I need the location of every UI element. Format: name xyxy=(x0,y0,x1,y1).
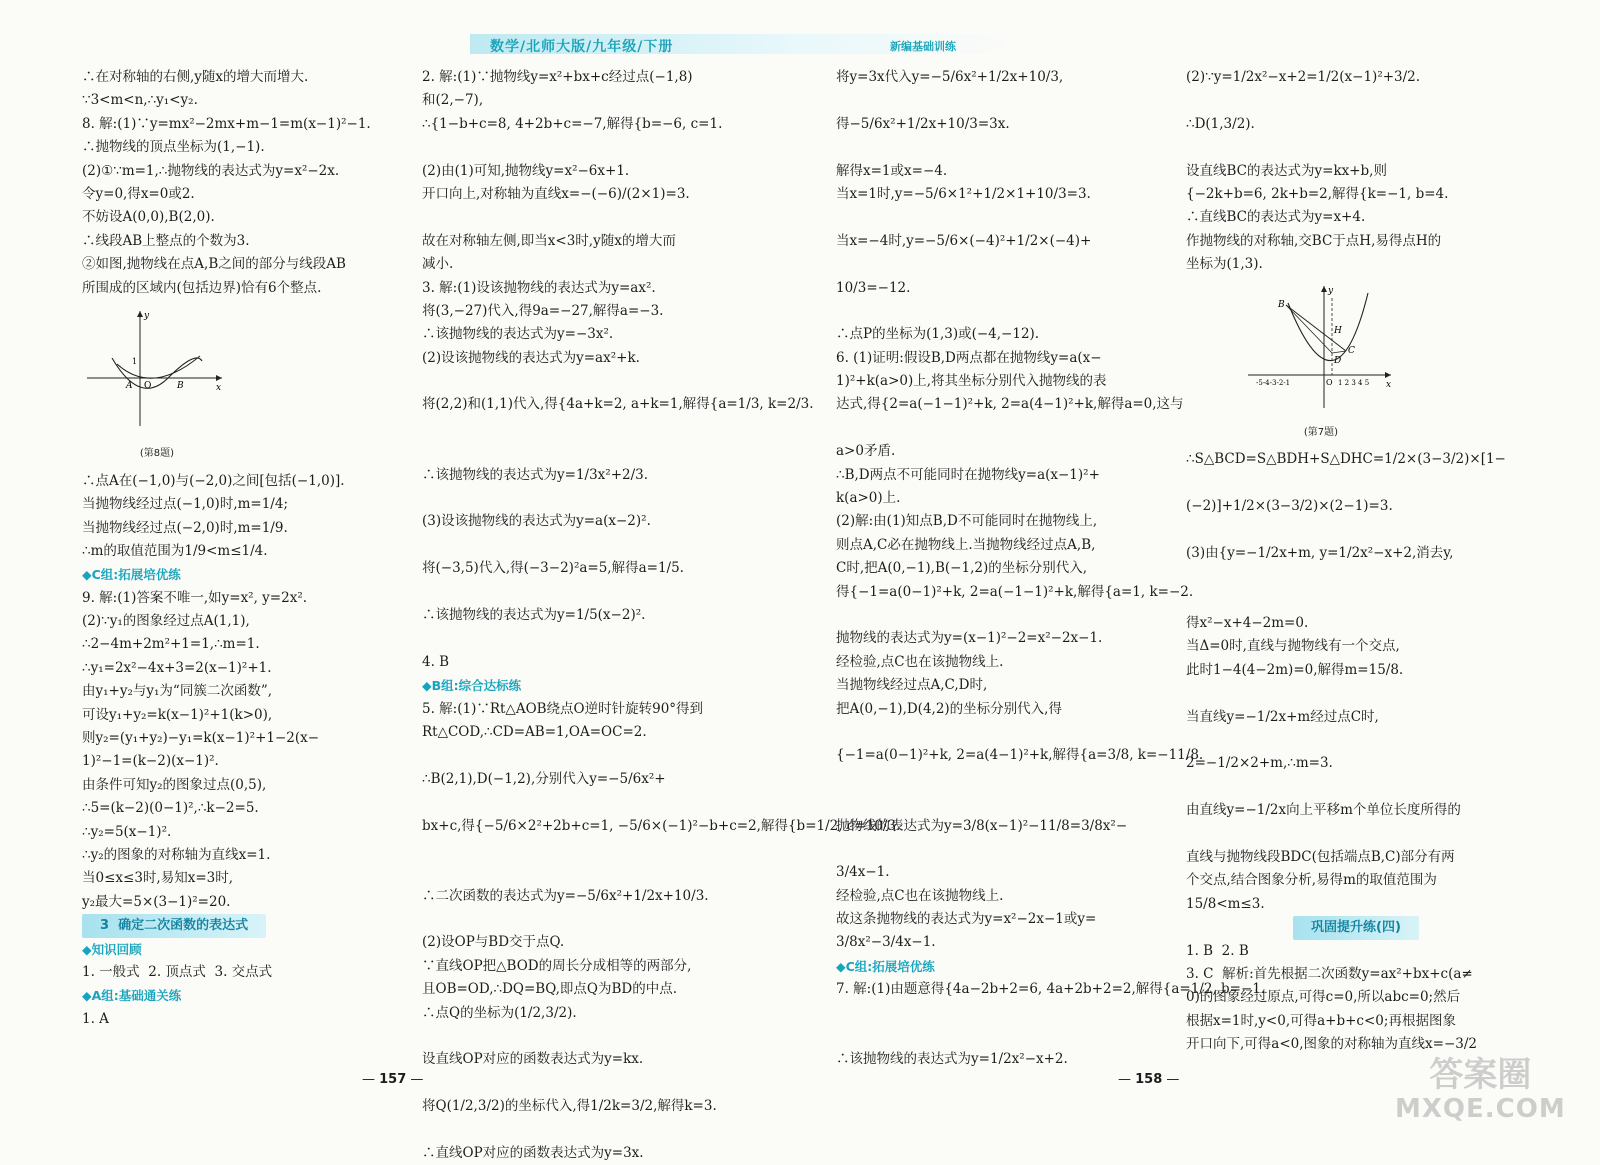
text-line: ∴该抛物线的表达式为y=1/2x²−x+2. xyxy=(836,1051,1068,1068)
text-line xyxy=(1186,589,1526,612)
text-line: 作抛物线的对称轴,交BC于点H,易得点H的 xyxy=(1186,232,1442,249)
col1e-block xyxy=(82,1008,402,1031)
svg-text:y: y xyxy=(144,310,150,321)
text-line: (2)∵y=1/2x²−x+2=1/2(x−1)²+3/2. xyxy=(1186,69,1421,85)
text-line: ∴直线OP对应的函数表达式为y=3x. xyxy=(422,1144,644,1161)
text-line: 9. 解:(1)答案不唯一,如y=x², y=2x². xyxy=(82,589,308,606)
text-line xyxy=(422,1119,762,1142)
text-line: 当抛物线经过点A,C,D时, xyxy=(836,677,988,694)
figure-7-caption: (第7题) xyxy=(1303,426,1339,438)
text-line xyxy=(836,1002,1166,1025)
text-line xyxy=(836,838,1166,861)
text-line xyxy=(836,253,1166,276)
text-line xyxy=(836,89,1166,112)
text-line: ∴m的取值范围为1/9<m≤1/4. xyxy=(82,542,268,559)
text-line: 抛物线的表达式为y=(x−1)²−2=x²−2x−1. xyxy=(836,630,1103,647)
text-line: ∴该抛物线的表达式为y=1/3x²+2/3. xyxy=(422,466,649,483)
col2-block xyxy=(422,66,814,674)
col4b-block xyxy=(1186,448,1526,916)
text-line: 将(−3,5)代入,得(−3−2)²a=5,解得a=1/5. xyxy=(422,560,684,577)
section-knowledge: ◆知识回顾 xyxy=(82,941,142,957)
text-line: 开口向上,对称轴为直线x=−(−6)/(2×1)=3. xyxy=(422,185,690,202)
text-line: 减小. xyxy=(422,256,454,273)
col1d-block xyxy=(82,961,402,984)
text-line: {−2k+b=6, 2k+b=2,解得{k=−1, b=4. xyxy=(1186,185,1449,202)
svg-text:O: O xyxy=(144,380,152,391)
text-line: 经检验,点C也在该抛物线上. xyxy=(836,653,1004,670)
text-line: 将y=3x代入y=−5/6x²+1/2x+10/3, xyxy=(836,69,1064,85)
parabola-line-graph-icon xyxy=(1246,283,1396,413)
text-line xyxy=(836,768,1166,791)
text-line: a>0矛盾. xyxy=(836,443,896,460)
text-line xyxy=(422,744,762,767)
text-line: 把A(0,−1),D(4,2)的坐标分别代入,得 xyxy=(836,700,1062,717)
text-line: ∴2−4m+2m²+1=1,∴m=1. xyxy=(82,636,260,653)
text-line: bx+c,得{−5/6×2²+2b+c=1, −5/6×(−1)²−b+c=2,解得{b=1/2, c=10/3. xyxy=(422,817,901,834)
figure-8 xyxy=(82,306,402,466)
text-line xyxy=(1186,729,1526,752)
text-line: (3)由{y=−1/2x+m, y=1/2x²−x+2,消去y, xyxy=(1186,544,1454,561)
text-line: (2)∵y₁的图象经过点A(1,1), xyxy=(82,613,250,630)
svg-text:1 2 3 4 5: 1 2 3 4 5 xyxy=(1338,378,1370,387)
text-line xyxy=(422,206,762,229)
svg-text:x: x xyxy=(1386,379,1392,390)
column-1 xyxy=(82,66,402,1031)
text-line xyxy=(1186,519,1526,542)
watermark-logo xyxy=(1395,1055,1566,1126)
svg-text:B: B xyxy=(1278,299,1285,310)
text-line: 得x²−x+4−2m=0. xyxy=(1186,615,1309,632)
text-line: ∴5=(k−2)(0−1)²,∴k−2=5. xyxy=(82,800,259,817)
svg-text:B: B xyxy=(177,380,184,391)
text-line: ∴y₂的图象的对称轴为直线x=1. xyxy=(82,846,271,863)
svg-text:O: O xyxy=(1326,377,1333,387)
text-line: ∴y₂=5(x−1)². xyxy=(82,823,172,840)
text-line: ∴S△BCD=S△BDH+S△DHC=1/2×(3−3/2)×[1− xyxy=(1186,451,1506,468)
svg-text:x: x xyxy=(216,382,222,393)
header-subtitle: 新编基础训练 xyxy=(890,40,956,53)
text-line: ∴直线BC的表达式为y=x+4. xyxy=(1186,209,1366,226)
section-a: ◆A组:基础通关练 xyxy=(82,988,182,1004)
text-line: 6. (1)证明:假设B,D两点都在抛物线y=a(x− xyxy=(836,349,1102,366)
text-line: 当Δ=0时,直线与抛物线有一个交点, xyxy=(1186,638,1400,655)
text-line: ∴该抛物线的表达式为y=1/5(x−2)². xyxy=(422,606,646,623)
text-line: (2)①∵m=1,∴抛物线的表达式为y=x²−2x. xyxy=(82,162,340,179)
text-line: ∴{1−b+c=8, 4+2b+c=−7,解得{b=−6, c=1. xyxy=(422,115,723,132)
text-line xyxy=(836,300,1166,323)
page-number-left: — 157 — xyxy=(362,1072,423,1087)
text-line xyxy=(836,1025,1166,1048)
text-line: 3. 解:(1)设该抛物线的表达式为y=ax². xyxy=(422,279,656,296)
col4c-block xyxy=(1186,940,1526,1057)
text-line: ∵直线OP把△BOD的周长分成相等的两部分, xyxy=(422,957,692,974)
text-line: 可设y₁+y₂=k(x−1)²+1(k>0), xyxy=(82,706,273,723)
text-line: 3/4x−1. xyxy=(836,864,890,881)
text-line: 则y₂=(y₁+y₂)−y₁=k(x−1)²+1−2(x− xyxy=(82,730,320,747)
svg-text:C: C xyxy=(1348,345,1355,356)
col1b-block xyxy=(82,470,402,564)
text-line: 1. B 2. B xyxy=(1186,942,1249,959)
text-line: 2=−1/2×2+m,∴m=3. xyxy=(1186,755,1333,772)
text-line: 令y=0,得x=0或2. xyxy=(82,185,195,202)
text-line: 10/3=−12. xyxy=(836,279,911,296)
col1-block xyxy=(82,66,402,300)
text-line xyxy=(422,581,762,604)
col4-block xyxy=(1186,66,1526,277)
text-line xyxy=(422,1072,762,1095)
text-line: (2)解:由(1)知点B,D不可能同时在抛物线上, xyxy=(836,513,1098,530)
text-line xyxy=(1186,823,1526,846)
svg-text:A: A xyxy=(126,380,133,391)
text-line: 此时1−4(4−2m)=0,解得m=15/8. xyxy=(1186,661,1404,678)
text-line: 根据x=1时,y<0,可得a+b+c<0;再根据图象 xyxy=(1186,1012,1456,1029)
section-header-3: 3 确定二次函数的表达式 xyxy=(82,914,266,937)
text-line: 5. 解:(1)∵Rt△AOB绕点O逆时针旋转90°得到 xyxy=(422,700,704,717)
text-line xyxy=(836,136,1166,159)
text-line: 当x=−4时,y=−5/6×(−4)²+1/2×(−4)+ xyxy=(836,232,1092,249)
section-c-title: ◆C组:拓展培优练 xyxy=(82,567,181,583)
text-line xyxy=(1186,136,1526,159)
text-line xyxy=(1186,682,1526,705)
text-line: 当0≤x≤3时,易知x=3时, xyxy=(82,870,234,887)
svg-text:-5-4-3-2-1: -5-4-3-2-1 xyxy=(1256,378,1291,387)
text-line: ∴B,D两点不可能同时在抛物线y=a(x−1)²+ xyxy=(836,466,1100,483)
text-line xyxy=(422,136,762,159)
text-line xyxy=(422,791,762,814)
text-line: 和(2,−7), xyxy=(422,92,484,109)
text-line: ∴该抛物线的表达式为y=−3x². xyxy=(422,326,614,343)
text-line xyxy=(1186,89,1526,112)
text-line: 将Q(1/2,3/2)的坐标代入,得1/2k=3/2,解得k=3. xyxy=(422,1098,717,1115)
text-line: 7. 解:(1)由题意得{4a−2b+2=6, 4a+2b+2=2,解得{a=1/2, b=−1. xyxy=(836,981,1266,998)
text-line: 坐标为(1,3). xyxy=(1186,256,1263,273)
text-line: 则点A,C必在抛物线上.当抛物线经过点A,B, xyxy=(836,536,1096,553)
text-line: 3. C 解析:首先根据二次函数y=ax²+bx+c(a≠ xyxy=(1186,965,1473,982)
text-line: 当x=1时,y=−5/6×1²+1/2×1+10/3=3. xyxy=(836,185,1091,202)
figure-7 xyxy=(1246,283,1526,445)
text-line: ∴抛物线的顶点坐标为(1,−1). xyxy=(82,139,265,156)
text-line: 由y₁+y₂与y₁为“同簇二次函数”, xyxy=(82,683,273,700)
text-line: y₂最大=5×(3−1)²=20. xyxy=(82,893,231,910)
text-line xyxy=(1186,472,1526,495)
text-line xyxy=(422,417,762,440)
text-line: 且OB=OD,∴DQ=BQ,即点Q为BD的中点. xyxy=(422,981,678,998)
text-line: 得{−1=a(0−1)²+k, 2=a(−1−1)²+k,解得{a=1, k=−2. xyxy=(836,583,1194,600)
text-line: 当抛物线经过点(−2,0)时,m=1/9. xyxy=(82,519,288,536)
text-line: ∴线段AB上整点的个数为3. xyxy=(82,232,250,249)
text-line xyxy=(422,838,762,861)
svg-text:1: 1 xyxy=(132,356,138,366)
text-line xyxy=(422,440,762,463)
text-line xyxy=(836,604,1166,627)
text-line: 由直线y=−1/2x向上平移m个单位长度所得的 xyxy=(1186,802,1461,819)
text-line xyxy=(422,908,762,931)
text-line: 直线与抛物线段BDC(包括端点B,C)部分有两 xyxy=(1186,848,1455,865)
column-4 xyxy=(1186,66,1526,1056)
text-line: (2)由(1)可知,抛物线y=x²−6x+1. xyxy=(422,162,630,179)
text-line: ②如图,抛物线在点A,B之间的部分与线段AB xyxy=(82,256,346,273)
text-line: 1)²−1=(k−2)(x−1)². xyxy=(82,753,219,770)
text-line: 1. 一般式 2. 顶点式 3. 交点式 xyxy=(82,963,273,980)
svg-text:H: H xyxy=(1334,325,1342,336)
text-line: 将(3,−27)代入,得9a=−27,解得a=−3. xyxy=(422,302,664,319)
section-c2-title: ◆C组:拓展培优练 xyxy=(836,958,935,974)
text-line: 1. A xyxy=(82,1010,109,1027)
watermark-line2: MXQE.COM xyxy=(1395,1094,1566,1124)
text-line: ∴点A在(−1,0)与(−2,0)之间[包括(−1,0)]. xyxy=(82,472,345,489)
text-line xyxy=(836,721,1166,744)
watermark-line1: 答案圈 xyxy=(1429,1055,1532,1095)
text-line: 8. 解:(1)∵y=mx²−2mx+m−1=m(x−1)²−1. xyxy=(82,115,371,132)
header-title: 数学/北师大版/九年级/下册 xyxy=(490,39,674,55)
text-line: ∵3<m<n,∴y₁<y₂. xyxy=(82,92,198,109)
text-line: 设直线BC的表达式为y=kx+b,则 xyxy=(1186,162,1387,179)
text-line: 解得x=1或x=−4. xyxy=(836,162,948,179)
text-line: 当直线y=−1/2x+m经过点C时, xyxy=(1186,708,1379,725)
text-line: (3)设该抛物线的表达式为y=a(x−2)². xyxy=(422,513,651,530)
text-line: 0)的图象经过原点,可得c=0,所以abc=0;然后 xyxy=(1186,989,1461,1006)
text-line: 个交点,结合图象分析,易得m的取值范围为 xyxy=(1186,872,1437,889)
text-line xyxy=(422,627,762,650)
text-line: 3/8x²−3/4x−1. xyxy=(836,934,936,951)
text-line: 15/8<m≤3. xyxy=(1186,895,1265,912)
text-line: {−1=a(0−1)²+k, 2=a(4−1)²+k,解得{a=3/8, k=−11/8. xyxy=(836,747,1204,764)
text-line: 1)²+k(a>0)上,将其坐标分别代入抛物线的表 xyxy=(836,373,1107,390)
text-line: (−2)]+1/2×(3−3/2)×(2−1)=3. xyxy=(1186,498,1393,515)
text-line xyxy=(836,791,1166,814)
section-b-title: ◆B组:综合达标练 xyxy=(422,678,522,694)
text-line: 2. 解:(1)∵抛物线y=x²+bx+c经过点(−1,8) xyxy=(422,69,693,85)
text-line: ∴在对称轴的右侧,y随x的增大而增大. xyxy=(82,69,309,85)
col3-block xyxy=(836,66,1204,955)
text-line: Rt△COD,∴CD=AB=1,OA=OC=2. xyxy=(422,723,647,740)
text-line xyxy=(422,370,762,393)
text-line: ∴D(1,3/2). xyxy=(1186,115,1255,132)
svg-text:y: y xyxy=(1328,285,1334,296)
text-line: (2)设OP与BD交于点Q. xyxy=(422,934,565,951)
text-line: 经检验,点C也在该抛物线上. xyxy=(836,887,1004,904)
text-line: 所围成的区域内(包括边界)恰有6个整点. xyxy=(82,279,322,296)
text-line: ∴二次函数的表达式为y=−5/6x²+1/2x+10/3. xyxy=(422,887,709,904)
text-line: ∴点P的坐标为(1,3)或(−4,−12). xyxy=(836,326,1040,343)
text-line xyxy=(422,487,762,510)
text-line xyxy=(422,861,762,884)
page-number-right: — 158 — xyxy=(1118,1072,1179,1087)
text-line: 不妨设A(0,0),B(2,0). xyxy=(82,209,215,226)
text-line: ∴B(2,1),D(−1,2),分别代入y=−5/6x²+ xyxy=(422,770,666,787)
text-line: 得−5/6x²+1/2x+10/3=3x. xyxy=(836,115,1010,132)
text-line: 达式,得{2=a(−1−1)²+k, 2=a(4−1)²+k,解得a=0,这与 xyxy=(836,396,1184,413)
text-line: ∴点Q的坐标为(1/2,3/2). xyxy=(422,1004,577,1021)
text-line: 开口向下,可得a<0,图象的对称轴为直线x=−3/2 xyxy=(1186,1036,1477,1053)
figure-8-caption: (第8题) xyxy=(139,448,175,460)
text-line: 设直线OP对应的函数表达式为y=kx. xyxy=(422,1051,644,1068)
text-line: 故这条抛物线的表达式为y=x²−2x−1或y= xyxy=(836,911,1097,928)
text-line: C时,把A(0,−1),B(−1,2)的坐标分别代入, xyxy=(836,560,1088,577)
text-line: 故在对称轴左侧,即当x<3时,y随x的增大而 xyxy=(422,232,676,249)
text-line xyxy=(1186,776,1526,799)
svg-text:D: D xyxy=(1334,355,1342,366)
text-line xyxy=(836,417,1166,440)
col1c-block xyxy=(82,587,402,914)
text-line xyxy=(422,534,762,557)
text-line: 由条件可知y₂的图象过点(0,5), xyxy=(82,776,267,793)
parabola-graph-icon xyxy=(82,306,232,434)
col3b-block xyxy=(836,978,1266,1072)
text-line: (2)设该抛物线的表达式为y=ax²+k. xyxy=(422,349,640,366)
text-line: ∴y₁=2x²−4x+3=2(x−1)²+1. xyxy=(82,659,272,676)
text-line: 将(2,2)和(1,1)代入,得{4a+k=2, a+k=1,解得{a=1/3, k=2/3. xyxy=(422,396,814,413)
text-line: 4. B xyxy=(422,653,450,670)
text-line xyxy=(836,206,1166,229)
section-header-review: 巩固提升练(四) xyxy=(1293,916,1419,939)
text-line: 抛物线的表达式为y=3/8(x−1)²−11/8=3/8x²− xyxy=(836,817,1128,834)
text-line: k(a>0)上. xyxy=(836,490,901,507)
text-line xyxy=(1186,565,1526,588)
text-line: 当抛物线经过点(−1,0)时,m=1/4; xyxy=(82,496,288,513)
text-line xyxy=(422,1025,762,1048)
